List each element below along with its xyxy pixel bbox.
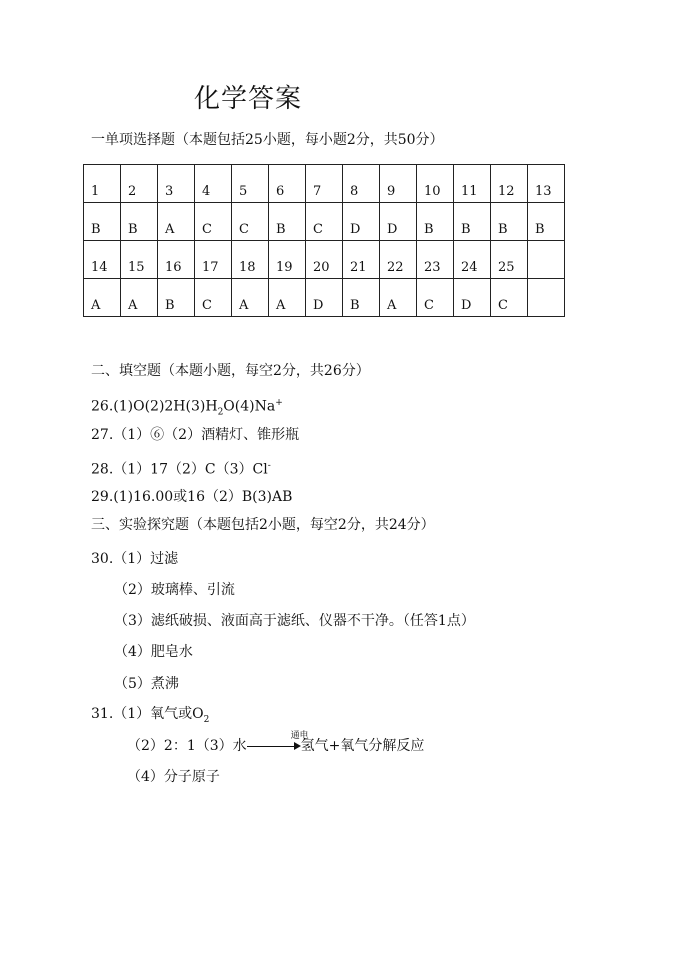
table-cell: [380, 203, 417, 241]
answer-31-4: （4）分子原子: [127, 769, 220, 785]
answer-27: 27.（1）⑥（2）酒精灯、锥形瓶: [91, 427, 300, 443]
table-cell: [417, 279, 454, 317]
answer-30-3: （3）滤纸破损、液面高于滤纸、仪器不干净。（任答1点）: [114, 613, 475, 629]
table-cell: [343, 203, 380, 241]
table-cell-text: B: [165, 298, 175, 313]
table-cell: [195, 241, 232, 279]
table-cell-text: 5: [239, 184, 248, 199]
table-cell: [84, 165, 121, 203]
table-cell: [417, 203, 454, 241]
table-cell-text: A: [276, 298, 286, 313]
table-cell: [343, 165, 380, 203]
table-cell: [195, 165, 232, 203]
table-cell-text: B: [535, 222, 545, 237]
table-cell-text: C: [424, 298, 434, 313]
table-cell-text: 13: [535, 184, 552, 199]
table-cell-text: 16: [165, 260, 182, 275]
table-cell-text: 14: [91, 260, 108, 275]
table-cell-text: B: [350, 298, 360, 313]
table-cell-text: C: [239, 222, 249, 237]
table-cell-text: C: [498, 298, 508, 313]
table-cell: [84, 279, 121, 317]
table-cell-text: 22: [387, 260, 404, 275]
answer-28-main: 28.（1）17（2）C（3）Cl: [91, 461, 268, 478]
table-cell: [454, 203, 491, 241]
table-cell-text: 9: [387, 184, 396, 199]
table-cell-text: A: [165, 222, 175, 237]
table-cell-text: B: [91, 222, 101, 237]
table-cell: [121, 203, 158, 241]
table-cell: [232, 241, 269, 279]
answer-26-main: 26.(1)O(2)2H(3)H: [91, 398, 218, 415]
table-cell-text: A: [387, 298, 397, 313]
answer-31-2-pre: （2）2：1（3）水: [127, 738, 247, 754]
table-cell: [195, 279, 232, 317]
table-row: [84, 165, 565, 203]
table-cell-text: 25: [498, 260, 515, 275]
answer-28-sup: -: [267, 461, 271, 471]
table-cell-text: 4: [202, 184, 211, 199]
answer-31-1-sub: 2: [203, 714, 210, 725]
table-cell: [380, 165, 417, 203]
table-cell: [269, 279, 306, 317]
answer-31-1-main: 31.（1）氧气或O: [91, 706, 204, 722]
table-cell: [306, 279, 343, 317]
table-cell: [121, 165, 158, 203]
table-cell-text: B: [461, 222, 471, 237]
table-cell-text: 10: [424, 184, 441, 199]
table-row: [84, 279, 565, 317]
table-cell-text: B: [498, 222, 508, 237]
table-cell: [343, 241, 380, 279]
table-cell-text: C: [202, 222, 212, 237]
table-cell-text: 17: [202, 260, 219, 275]
table-cell-text: D: [387, 222, 398, 237]
table-cell-text: C: [202, 298, 212, 313]
reaction-arrow-icon: [247, 731, 309, 755]
table-cell: [454, 165, 491, 203]
table-cell: [380, 279, 417, 317]
answer-31-1: [91, 705, 209, 729]
table-cell: [454, 241, 491, 279]
section3-heading: 三、实验探究题（本题包括2小题，每空2分，共24分）: [91, 517, 435, 533]
answer-30-1: 30.（1）过滤: [91, 551, 179, 567]
table-cell: [417, 165, 454, 203]
table-cell-text: D: [350, 222, 361, 237]
answer-26: [91, 394, 283, 421]
answer-table: [83, 164, 565, 317]
table-cell: [343, 279, 380, 317]
table-cell: [269, 241, 306, 279]
table-cell: [417, 241, 454, 279]
table-cell-text: 15: [128, 260, 145, 275]
table-cell: [232, 203, 269, 241]
table-cell: [158, 203, 195, 241]
table-cell-text: 7: [313, 184, 322, 199]
table-row: [84, 241, 565, 279]
table-cell-text: 3: [165, 184, 174, 199]
table-cell: [269, 203, 306, 241]
table-cell: [84, 203, 121, 241]
table-cell-text: 2: [128, 184, 137, 199]
answer-30-4: （4）肥皂水: [114, 644, 193, 660]
table-cell-text: B: [276, 222, 286, 237]
table-cell: [84, 241, 121, 279]
table-cell: [121, 241, 158, 279]
table-cell-text: B: [128, 222, 138, 237]
table-cell-text: 21: [350, 260, 367, 275]
table-cell: [491, 241, 528, 279]
table-cell: [454, 279, 491, 317]
table-cell-text: 1: [91, 184, 100, 199]
table-cell-text: D: [461, 298, 472, 313]
table-cell: [158, 241, 195, 279]
table-cell-text: D: [313, 298, 324, 313]
table-cell-text: 11: [461, 184, 478, 199]
table-cell-text: 23: [424, 260, 441, 275]
table-cell: [491, 203, 528, 241]
table-cell-text: B: [424, 222, 434, 237]
table-cell: [232, 279, 269, 317]
answer-31-2-post: 氢气+氧气分解反应: [300, 738, 425, 754]
reaction-condition: 通电: [290, 731, 309, 741]
table-row: [84, 203, 565, 241]
table-cell: [528, 241, 565, 279]
table-cell: [158, 279, 195, 317]
table-cell-text: 12: [498, 184, 515, 199]
table-cell: [528, 203, 565, 241]
table-cell: [528, 279, 565, 317]
table-cell: [306, 241, 343, 279]
page-title: 化学答案: [194, 84, 303, 114]
table-cell-text: 24: [461, 260, 478, 275]
table-cell-text: 18: [239, 260, 256, 275]
table-cell-text: C: [313, 222, 323, 237]
table-cell-text: 20: [313, 260, 330, 275]
section1-heading: 一单项选择题（本题包括25小题，每小题2分，共50分）: [91, 132, 444, 148]
table-cell: [232, 165, 269, 203]
table-cell: [306, 165, 343, 203]
answer-26-sub: 2: [217, 407, 224, 418]
section2-heading: 二、填空题（本题小题，每空2分，共26分）: [91, 363, 370, 379]
table-cell-text: 19: [276, 260, 293, 275]
table-cell-text: 6: [276, 184, 285, 199]
table-cell: [195, 203, 232, 241]
answer-31-2: [127, 731, 425, 755]
table-cell-text: A: [239, 298, 249, 313]
answer-28: [91, 457, 271, 479]
table-cell: [491, 165, 528, 203]
table-cell-text: 8: [350, 184, 359, 199]
table-cell: [306, 203, 343, 241]
answer-26-sup: +: [275, 398, 283, 408]
table-cell: [158, 165, 195, 203]
answer-30-5: （5）煮沸: [114, 676, 179, 692]
table-cell-text: A: [91, 298, 101, 313]
table-cell: [380, 241, 417, 279]
table-cell: [121, 279, 158, 317]
table-cell-text: A: [128, 298, 138, 313]
table-cell: [269, 165, 306, 203]
answer-29: 29.(1)16.00或16（2）B(3)AB: [91, 489, 293, 505]
answer-26-tail: O(4)Na: [223, 398, 276, 415]
table-cell: [491, 279, 528, 317]
answer-30-2: （2）玻璃棒、引流: [114, 582, 235, 598]
table-cell: [528, 165, 565, 203]
